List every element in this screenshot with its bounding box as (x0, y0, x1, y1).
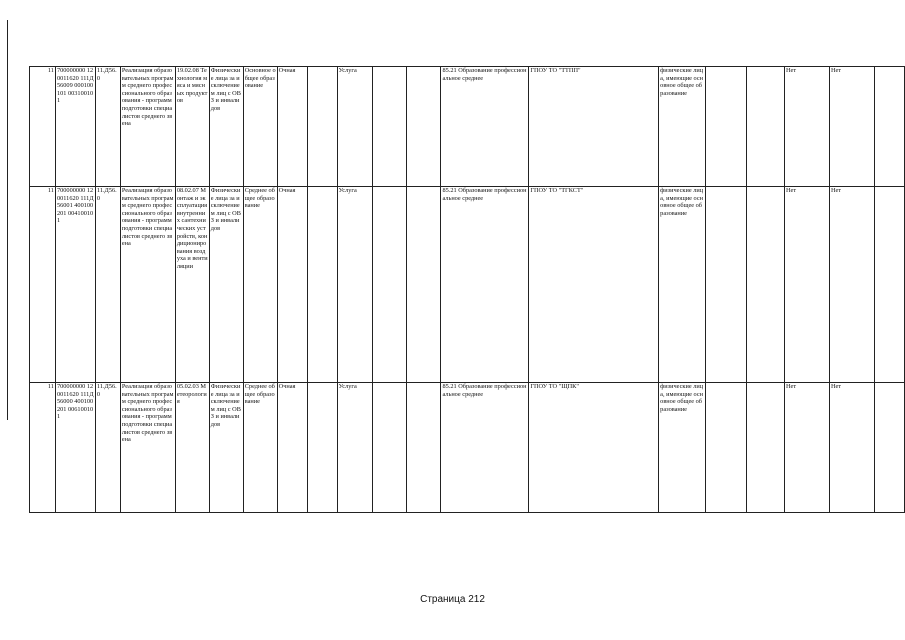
consumer-category: Физические лица за исключением лиц с ОВЗ и инвалидов (209, 67, 243, 187)
empty-cell (706, 187, 747, 383)
service-code: 11.Д56.0 (95, 67, 120, 187)
empty-cell (874, 383, 904, 513)
base-education: Среднее общее образование (243, 187, 277, 383)
row-number: 11 (30, 383, 56, 513)
flag-1: Нет (785, 383, 830, 513)
empty-cell (874, 187, 904, 383)
service-code: 11.Д56.0 (95, 187, 120, 383)
empty-cell (307, 187, 337, 383)
institution: ГПОУ ТО "ЩПК" (529, 383, 659, 513)
service-type: Услуга (337, 383, 372, 513)
empty-cell (372, 187, 406, 383)
registry-code: 700000000 120011620 111Д56009 000100101 003100101 (55, 67, 95, 187)
row-number: 11 (30, 187, 56, 383)
okved: 85.21 Образование профессиональное среднее (441, 383, 529, 513)
specialty: 08.02.07 Монтаж и эксплуатация внутренних сантехнических устройств, кондиционирования воздуха и вентиляции (175, 187, 209, 383)
empty-cell (406, 187, 441, 383)
registry-table (29, 66, 905, 513)
page-number: Страница 212 (420, 594, 485, 605)
service-name: Реализация образовательных программ среднего профессионального образования - программ подготовки специалистов среднего звена (120, 67, 175, 187)
service-name: Реализация образовательных программ среднего профессионального образования - программ подготовки специалистов среднего звена (120, 383, 175, 513)
service-type: Услуга (337, 67, 372, 187)
flag-1: Нет (785, 67, 830, 187)
base-education: Основное общее образование (243, 67, 277, 187)
empty-cell (747, 187, 785, 383)
empty-cell (747, 67, 785, 187)
institution: ГПОУ ТО "ТТПП" (529, 67, 659, 187)
service-code: 11.Д56.0 (95, 383, 120, 513)
table-row (30, 383, 905, 513)
empty-cell (706, 383, 747, 513)
service-type: Услуга (337, 187, 372, 383)
empty-cell (406, 383, 441, 513)
base-education: Среднее общее образование (243, 383, 277, 513)
institution: ГПОУ ТО "ТГКСТ" (529, 187, 659, 383)
okved: 85.21 Образование профессиональное среднее (441, 67, 529, 187)
specialty: 19.02.08 Технология мяса и мясных продуктов (175, 67, 209, 187)
flag-2: Нет (829, 67, 874, 187)
flag-2: Нет (829, 187, 874, 383)
flag-2: Нет (829, 383, 874, 513)
row-number: 11 (30, 67, 56, 187)
consumers: физические лица, имеющие основное общее образование (659, 67, 706, 187)
empty-cell (406, 67, 441, 187)
study-form: Очная (277, 67, 307, 187)
specialty: 05.02.03 Метеорология (175, 383, 209, 513)
empty-cell (307, 67, 337, 187)
study-form: Очная (277, 383, 307, 513)
flag-1: Нет (785, 187, 830, 383)
consumers: физические лица, имеющие основное общее образование (659, 187, 706, 383)
study-form: Очная (277, 187, 307, 383)
empty-cell (307, 383, 337, 513)
table-row (30, 67, 905, 187)
empty-cell (706, 67, 747, 187)
consumer-category: Физические лица за исключением лиц с ОВЗ и инвалидов (209, 187, 243, 383)
consumer-category: Физические лица за исключением лиц с ОВЗ и инвалидов (209, 383, 243, 513)
consumers: физические лица, имеющие основное общее образование (659, 383, 706, 513)
table-row (30, 187, 905, 383)
left-margin-line (7, 20, 8, 420)
registry-code: 700000000 120011620 111Д56001 400100201 004100101 (55, 187, 95, 383)
empty-cell (747, 383, 785, 513)
service-name: Реализация образовательных программ среднего профессионального образования - программ подготовки специалистов среднего звена (120, 187, 175, 383)
empty-cell (372, 383, 406, 513)
okved: 85.21 Образование профессиональное среднее (441, 187, 529, 383)
registry-code: 700000000 120011620 111Д56000 400100201 006100101 (55, 383, 95, 513)
empty-cell (874, 67, 904, 187)
empty-cell (372, 67, 406, 187)
